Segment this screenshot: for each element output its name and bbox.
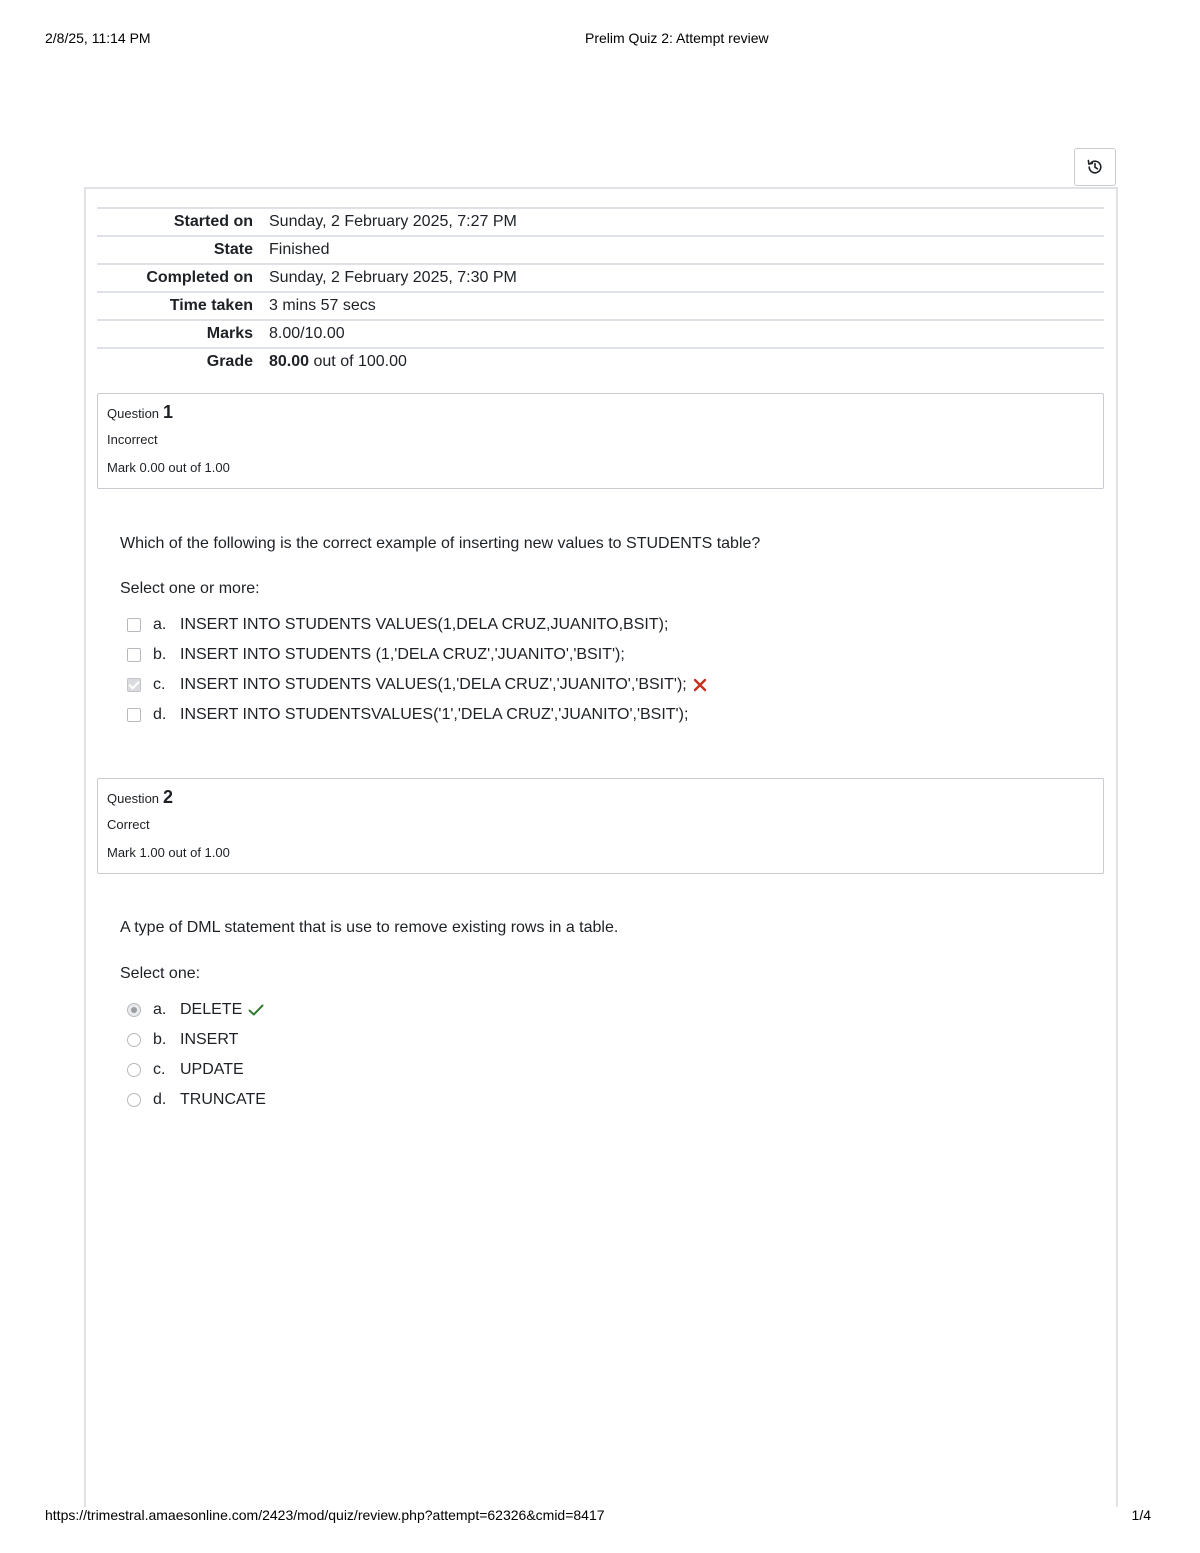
history-button[interactable] bbox=[1074, 148, 1116, 186]
attempt-summary-table bbox=[97, 207, 1104, 375]
answer-text: INSERT INTO STUDENTS VALUES(1,DELA CRUZ,JUANITO,BSIT); bbox=[180, 616, 669, 633]
summary-row-time-taken bbox=[97, 293, 1104, 321]
question-number-value: 2 bbox=[163, 787, 174, 807]
question-state: Correct bbox=[107, 817, 150, 832]
summary-value: 3 mins 57 secs bbox=[269, 297, 376, 314]
summary-label: Time taken bbox=[169, 297, 253, 314]
answer-radio[interactable] bbox=[127, 1033, 141, 1047]
answer-option-d bbox=[127, 700, 707, 730]
answer-checkbox-checked[interactable] bbox=[127, 678, 141, 692]
answer-letter: d. bbox=[153, 1091, 167, 1108]
answer-list-1 bbox=[127, 610, 707, 730]
answer-option-d bbox=[127, 1085, 266, 1115]
summary-row-completed bbox=[97, 265, 1104, 293]
question-number bbox=[107, 787, 173, 808]
answer-text: INSERT INTO STUDENTSVALUES('1','DELA CRUZ','JUANITO','BSIT'); bbox=[180, 706, 689, 723]
summary-value: Sunday, 2 February 2025, 7:27 PM bbox=[269, 213, 517, 230]
answer-text: INSERT INTO STUDENTS VALUES(1,'DELA CRUZ','JUANITO','BSIT'); bbox=[180, 676, 687, 693]
question-info-1 bbox=[97, 393, 1104, 489]
answer-letter: a. bbox=[153, 1001, 167, 1018]
summary-value: 8.00/10.00 bbox=[269, 325, 345, 342]
question-prompt-1: Select one or more: bbox=[120, 580, 260, 597]
answer-letter: b. bbox=[153, 1031, 167, 1048]
answer-text: TRUNCATE bbox=[180, 1091, 266, 1108]
question-mark: Mark 1.00 out of 1.00 bbox=[107, 845, 230, 860]
print-page-number: 1/4 bbox=[1131, 1507, 1151, 1523]
question-label: Question bbox=[107, 791, 160, 806]
answer-option-a bbox=[127, 610, 707, 640]
question-number-value: 1 bbox=[163, 402, 174, 422]
history-icon bbox=[1086, 158, 1104, 176]
summary-label: Marks bbox=[206, 325, 253, 342]
answer-radio-checked[interactable] bbox=[127, 1003, 141, 1017]
question-state: Incorrect bbox=[107, 432, 158, 447]
print-url: https://trimestral.amaesonline.com/2423/mod/quiz/review.php?attempt=62326&cmid=8417 bbox=[45, 1507, 605, 1523]
question-info-2 bbox=[97, 778, 1104, 874]
answer-checkbox[interactable] bbox=[127, 648, 141, 662]
question-text-1: Which of the following is the correct example of inserting new values to STUDENTS table? bbox=[120, 535, 761, 552]
answer-letter: c. bbox=[153, 1061, 166, 1078]
question-prompt-2: Select one: bbox=[120, 965, 201, 982]
answer-radio[interactable] bbox=[127, 1063, 141, 1077]
summary-label: State bbox=[213, 241, 253, 258]
summary-row-grade bbox=[97, 349, 1104, 375]
answer-text: INSERT INTO STUDENTS (1,'DELA CRUZ','JUANITO','BSIT'); bbox=[180, 646, 625, 663]
summary-row-marks bbox=[97, 321, 1104, 349]
question-label: Question bbox=[107, 406, 160, 421]
answer-option-c bbox=[127, 670, 707, 700]
grade-suffix: out of 100.00 bbox=[313, 353, 407, 370]
print-datetime: 2/8/25, 11:14 PM bbox=[45, 30, 151, 46]
summary-value bbox=[269, 353, 1104, 371]
summary-label: Completed on bbox=[146, 269, 253, 286]
grade-score: 80.00 bbox=[269, 353, 310, 370]
answer-option-a bbox=[127, 995, 266, 1025]
summary-label: Grade bbox=[206, 353, 253, 370]
summary-value: Sunday, 2 February 2025, 7:30 PM bbox=[269, 269, 517, 286]
answer-letter: c. bbox=[153, 676, 166, 693]
correct-icon bbox=[248, 1003, 264, 1017]
answer-letter: a. bbox=[153, 616, 167, 633]
incorrect-icon bbox=[693, 678, 707, 692]
answer-text: DELETE bbox=[180, 1001, 243, 1018]
question-number bbox=[107, 402, 173, 423]
question-mark: Mark 0.00 out of 1.00 bbox=[107, 460, 230, 475]
answer-checkbox[interactable] bbox=[127, 618, 141, 632]
answer-checkbox[interactable] bbox=[127, 708, 141, 722]
answer-option-b bbox=[127, 640, 707, 670]
answer-option-b bbox=[127, 1025, 266, 1055]
answer-radio[interactable] bbox=[127, 1093, 141, 1107]
answer-option-c bbox=[127, 1055, 266, 1085]
answer-text: UPDATE bbox=[180, 1061, 244, 1078]
summary-row-started bbox=[97, 209, 1104, 237]
summary-value: Finished bbox=[269, 241, 330, 258]
print-page-title: Prelim Quiz 2: Attempt review bbox=[585, 30, 769, 46]
question-text-2: A type of DML statement that is use to remove existing rows in a table. bbox=[120, 919, 619, 936]
answer-letter: b. bbox=[153, 646, 167, 663]
summary-row-state bbox=[97, 237, 1104, 265]
answer-list-2 bbox=[127, 995, 266, 1115]
answer-letter: d. bbox=[153, 706, 167, 723]
summary-label: Started on bbox=[173, 213, 253, 230]
answer-text: INSERT bbox=[180, 1031, 239, 1048]
